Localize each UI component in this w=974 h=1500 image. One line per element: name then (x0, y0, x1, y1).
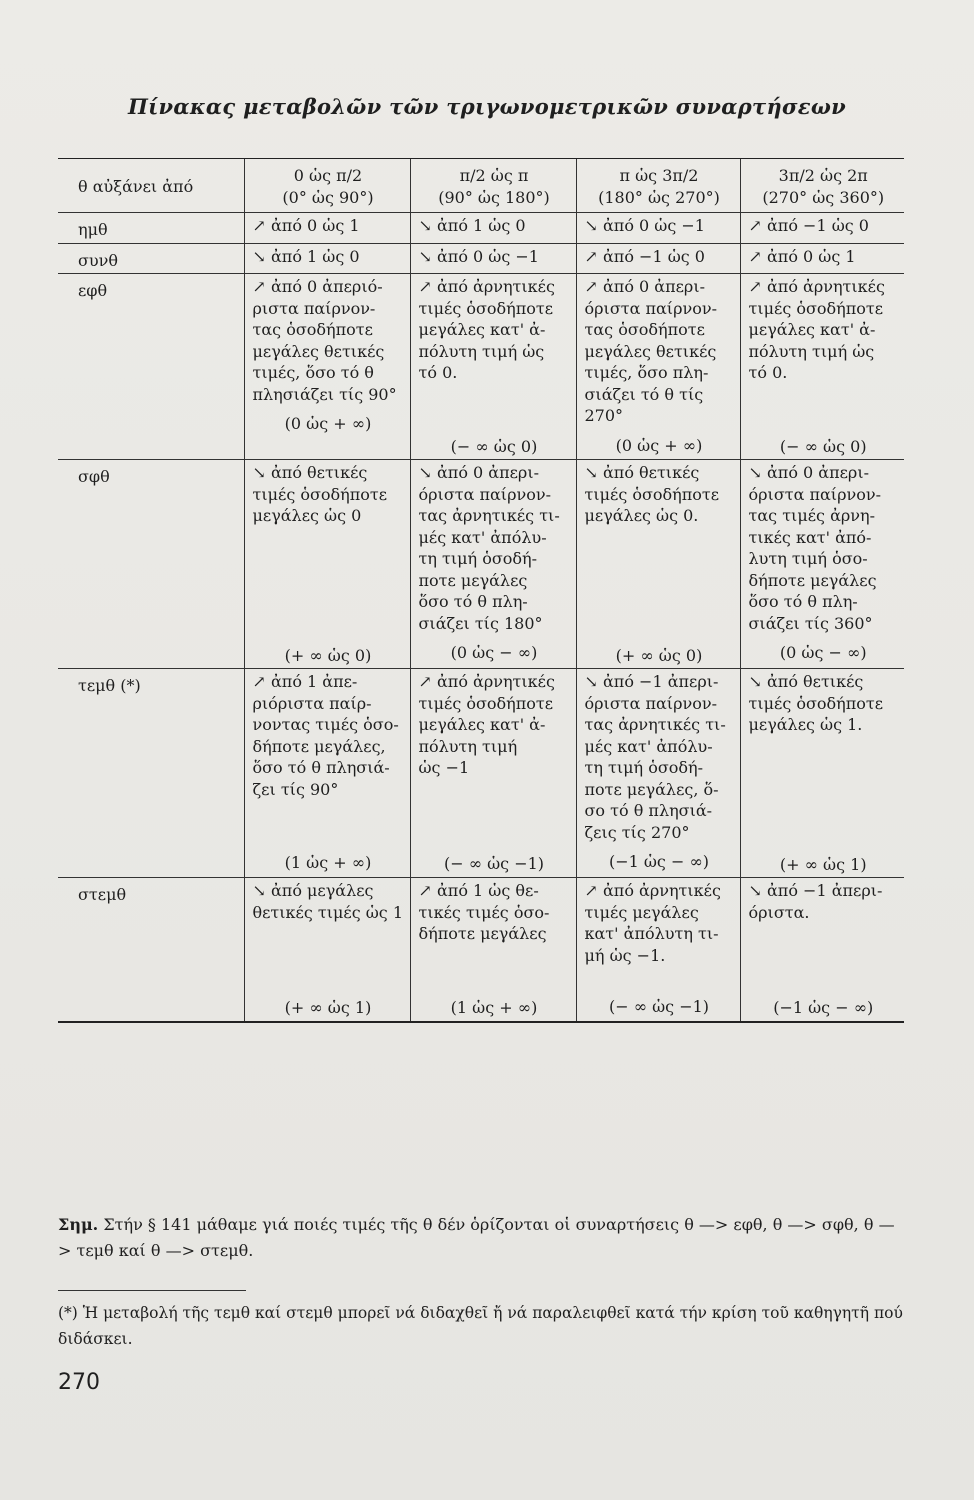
cell-text: ↘ ἀπό 0 ὡς −1 (418, 246, 539, 266)
cell-range: (1 ὡς + ∞) (284, 853, 372, 872)
cell-text: ↘ ἀπό μεγάλες θετικές τιμές ὡς 1 (252, 881, 404, 922)
cell-text: ↗ ἀπό ἀρνητικές τιμές ὁσοδήποτε μεγάλες κατ' ἀ- πόλυτη τιμή ὡς τό 0. (748, 277, 885, 382)
cell-range: (0 ὡς − ∞) (450, 643, 538, 662)
header-col-1: 0 ὡς π/2 (0° ὡς 90°) (244, 159, 410, 213)
cell-text: ↗ ἀπό −1 ὡς 0 (748, 216, 869, 235)
cell-range: (−1 ὡς − ∞) (608, 852, 710, 871)
cell-text: ↗ ἀπό −1 ὡς 0 (584, 246, 705, 266)
table-row-tan (58, 274, 904, 460)
cell-range: (− ∞ ὡς 0) (779, 436, 867, 456)
note-text: Στήν § 141 μάθαμε γιά ποιές τιμές τῆς θ δέν ὁρίζονται οἱ συναρτήσεις θ —> εφθ, θ —> σφθ, θ —> τεμθ καί θ —> στεμθ. (58, 1215, 895, 1260)
cell-text: ↗ ἀπό 1 ἀπε- ριόριστα παίρ- νοντας τιμές ὁσο- δήποτε μεγάλες, ὅσο τό θ πλησιά- ζει τίς 90° (252, 672, 399, 799)
cell-range: (−1 ὡς − ∞) (773, 998, 874, 1017)
note-label: Σημ. (58, 1215, 99, 1234)
header-label: θ αὐξάνει ἀπό (58, 159, 244, 213)
cell-text: ↘ ἀπό θετικές τιμές ὁσοδήποτε μεγάλες ὡς 0 (252, 463, 388, 525)
header-row (58, 159, 904, 213)
cell-text: ↘ ἀπό 0 ἀπερι- όριστα παίρνον- τας ἀρνητικές τι- μές κατ' ἀπόλυ- τη τιμή ὁσοδή- ποτε μεγάλες ὅσο τό θ πλη- σιάζει τίς 180° (418, 463, 560, 633)
cell-text: ↘ ἀπό −1 ἀπερι- όριστα. (748, 881, 883, 922)
cell-text: ↘ ἀπό 0 ἀπερι- όριστα παίρνον- τας τιμές ἀρνη- τικές κατ' ἀπό- λυτη τιμή ὁσο- δήποτε μεγάλες ὅσο τό θ πλη- σιάζει τίς 360° (748, 463, 881, 633)
cell-text: ↗ ἀπό 0 ἀπερι- όριστα παίρνον- τας ὁσοδήποτε μεγάλες θετικές τιμές, ὅσο πλη- σιάζει τό θ τίς 270° (584, 277, 717, 425)
cell-text: ↘ ἀπό 0 ὡς −1 (584, 216, 705, 235)
table-row-cos (58, 243, 904, 274)
cell-text: ↗ ἀπό ἀρνητικές τιμές ὁσοδήποτε μεγάλες κατ' ἀ- πόλυτη τιμή ὡς τό 0. (418, 277, 555, 382)
table-row-csc (58, 878, 904, 1022)
table-row-sin (58, 213, 904, 244)
cell-range: (+ ∞ ὡς 1) (779, 854, 867, 874)
cell-range: (+ ∞ ὡς 0) (284, 645, 372, 665)
note-paragraph (58, 1212, 904, 1264)
cell-text: ↗ ἀπό ἀρνητικές τιμές ὁσοδήποτε μεγάλες κατ' ἀ- πόλυτη τιμή ὡς −1 (418, 672, 555, 777)
cell-range: (− ∞ ὡς 0) (450, 436, 538, 456)
cell-text: ↘ ἀπό θετικές τιμές ὁσοδήποτε μεγάλες ὡς 1. (748, 672, 884, 734)
cell-text: ↗ ἀπό 1 ὡς θε- τικές τιμές ὁσο- δήποτε μεγάλες (418, 881, 550, 943)
footnote: (*) Ἡ μεταβολή τῆς τεμθ καί στεμθ μπορεῖ νά διδαχθεῖ ἤ νά παραλειφθεῖ κατά τήν κρίση τοῦ καθηγητῆ πού διδάσκει. (58, 1304, 903, 1348)
function-label: στεμθ (58, 878, 244, 1022)
function-label: τεμθ (*) (58, 669, 244, 878)
cell-text: ↗ ἀπό 0 ὡς 1 (252, 216, 360, 235)
header-col-3: π ὡς 3π/2 (180° ὡς 270°) (576, 159, 740, 213)
function-label: ημθ (58, 213, 244, 244)
function-label: σφθ (58, 460, 244, 669)
header-col-2: π/2 ὡς π (90° ὡς 180°) (410, 159, 576, 213)
cell-range: (0 ὡς + ∞) (284, 414, 372, 433)
table-row-cot (58, 460, 904, 669)
cell-text: ↗ ἀπό 0 ὡς 1 (748, 246, 856, 266)
header-col-4: 3π/2 ὡς 2π (270° ὡς 360°) (740, 159, 904, 213)
cell-range: (− ∞ ὡς −1) (443, 853, 545, 873)
table-title: Πίνακας μεταβολῶν τῶν τριγωνομετρικῶν συναρτήσεων (127, 94, 847, 119)
trig-variation-table (58, 158, 904, 1023)
table-row-sec (58, 669, 904, 878)
function-label: εφθ (58, 274, 244, 460)
page-number: 270 (58, 1370, 100, 1395)
cell-range: (− ∞ ὡς −1) (608, 997, 710, 1016)
cell-range: (0 ὡς + ∞) (615, 435, 703, 455)
cell-text: ↘ ἀπό −1 ἀπερι- όριστα παίρνον- τας ἀρνητικές τι- μές κατ' ἀπόλυ- τη τιμή ὁσοδή- ποτε μεγάλες, ὅ- σο τό θ πλησιά- ζεις τίς 270° (584, 672, 726, 842)
function-label: συνθ (58, 243, 244, 274)
cell-text: ↘ ἀπό 1 ὡς 0 (418, 216, 526, 235)
cell-range: (0 ὡς − ∞) (779, 643, 867, 662)
cell-range: (1 ὡς + ∞) (450, 997, 538, 1017)
cell-text: ↗ ἀπό 0 ἀπεριό- ριστα παίρνον- τας ὁσοδήποτε μεγάλες θετικές τιμές, ὅσο τό θ πλησιάζει τίς 90° (252, 277, 397, 404)
footnote-divider (58, 1290, 246, 1291)
cell-text: ↗ ἀπό ἀρνητικές τιμές μεγάλες κατ' ἀπόλυτη τι- μή ὡς −1. (584, 881, 721, 965)
cell-text: ↘ ἀπό θετικές τιμές ὁσοδήποτε μεγάλες ὡς 0. (584, 463, 720, 525)
cell-range: (+ ∞ ὡς 1) (284, 998, 372, 1017)
cell-text: ↘ ἀπό 1 ὡς 0 (252, 246, 360, 266)
cell-range: (+ ∞ ὡς 0) (615, 645, 703, 665)
